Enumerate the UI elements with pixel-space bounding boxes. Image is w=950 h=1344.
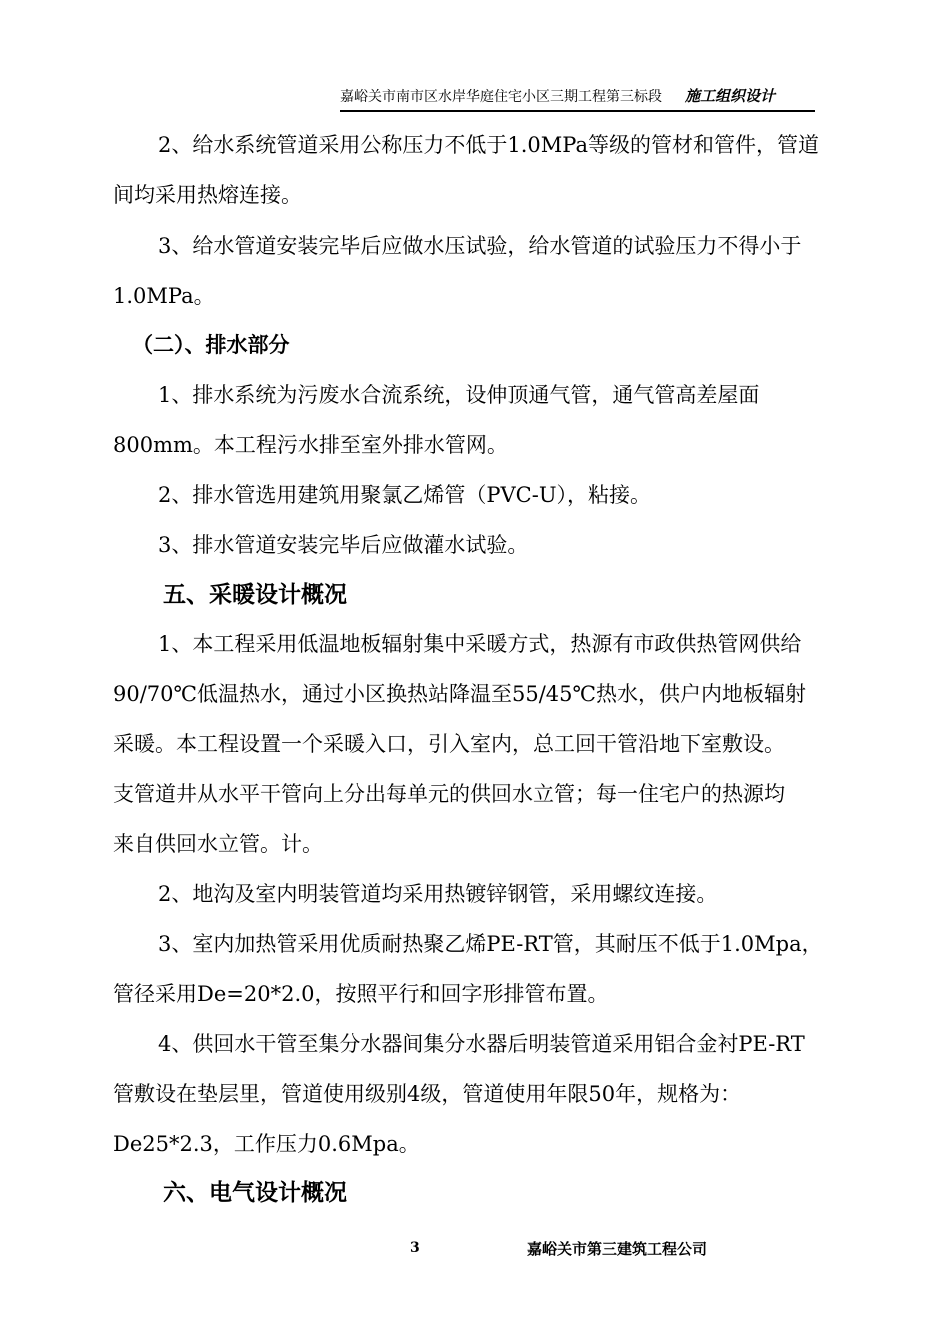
paragraph-line: 采暖。本工程设置一个采暖入口，引入室内，总工回干管沿地下室敷设。: [113, 732, 785, 756]
paragraph-line: De25*2.3，工作压力0.6Mpa。: [113, 1132, 420, 1156]
paragraph-line: 1、排水系统为污废水合流系统，设伸顶通气管，通气管高差屋面: [158, 383, 760, 407]
paragraph-line: 3、给水管道安装完毕后应做水压试验，给水管道的试验压力不得小于: [158, 234, 802, 258]
paragraph-line: 90/70℃低温热水，通过小区换热站降温至55/45℃热水，供户内地板辐射: [113, 682, 807, 706]
paragraph-line: 2、排水管选用建筑用聚氯乙烯管（PVC-U），粘接。: [158, 483, 652, 507]
footer-company-name: 嘉峪关市第三建筑工程公司: [527, 1240, 708, 1258]
paragraph-line: 管径采用De=20*2.0，按照平行和回字形排管布置。: [113, 982, 609, 1006]
paragraph-line: 支管道井从水平干管向上分出每单元的供回水立管；每一住宅户的热源均: [113, 782, 785, 806]
paragraph-line: 间均采用热熔连接。: [113, 183, 302, 207]
section-heading: 六、电气设计概况: [163, 1179, 347, 1206]
page-number: 3: [410, 1240, 420, 1256]
paragraph-line: 来自供回水立管。计。: [113, 832, 323, 856]
paragraph-line: 2、地沟及室内明装管道均采用热镀锌钢管，采用螺纹连接。: [158, 882, 718, 906]
header-project-name: 嘉峪关市南市区水岸华庭住宅小区三期工程第三标段: [340, 89, 662, 105]
paragraph-line: 4、供回水干管至集分水器间集分水器后明装管道采用铝合金衬PE-RT: [158, 1032, 805, 1056]
sub-section-heading: （二）、排水部分: [132, 332, 290, 357]
paragraph-line: 2、给水系统管道采用公称压力不低于1.0MPa等级的管材和管件，管道: [158, 133, 819, 157]
paragraph-line: 800mm。本工程污水排至室外排水管网。: [113, 433, 508, 457]
paragraph-line: 1.0MPa。: [113, 284, 215, 308]
paragraph-line: 1、本工程采用低温地板辐射集中采暖方式，热源有市政供热管网供给: [158, 632, 802, 656]
page-header: [340, 84, 815, 112]
section-heading: 五、采暖设计概况: [163, 581, 347, 608]
header-document-title: 施工组织设计: [685, 87, 776, 105]
paragraph-line: 3、室内加热管采用优质耐热聚乙烯PE-RT管，其耐压不低于1.0Mpa，: [158, 932, 823, 956]
paragraph-line: 管敷设在垫层里，管道使用级别4级，管道使用年限50年，规格为：: [113, 1082, 742, 1106]
paragraph-line: 3、排水管道安装完毕后应做灌水试验。: [158, 533, 529, 557]
